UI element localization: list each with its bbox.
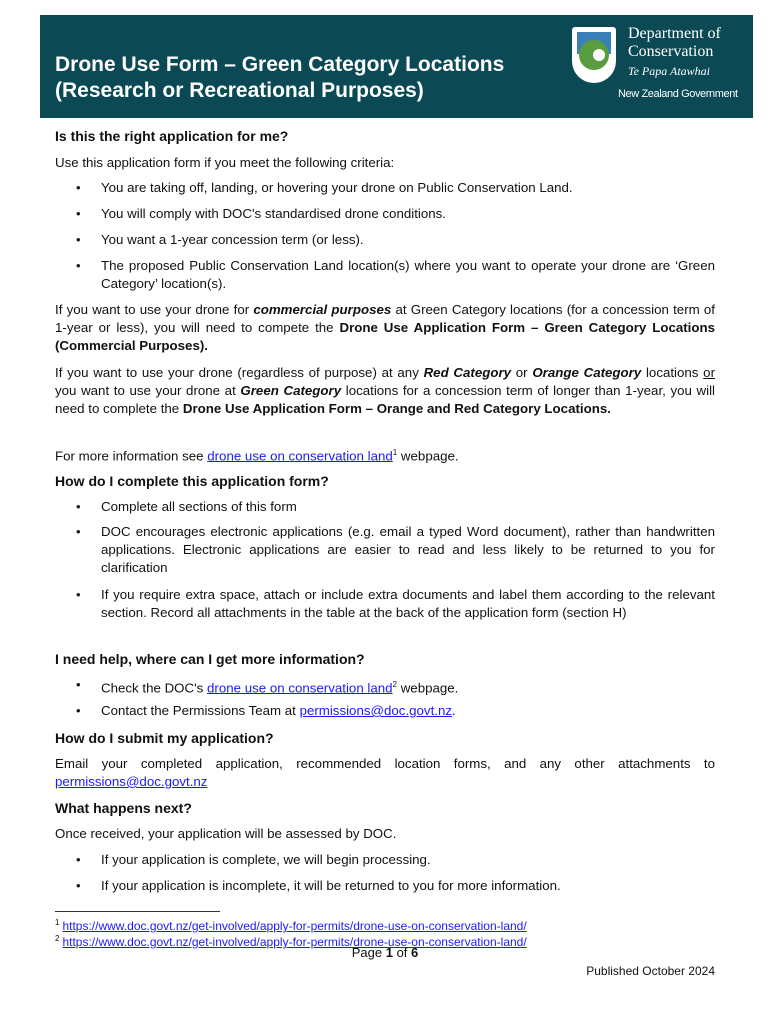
paragraph: Once received, your application will be assessed by DOC. <box>55 826 397 841</box>
section-heading: How do I complete this application form? <box>55 473 329 489</box>
bullet-icon: • <box>76 587 81 602</box>
list-item: Check the DOC's drone use on conservation land$^2$ webpage. <box>101 680 459 696</box>
bullet-icon: • <box>76 703 81 718</box>
page-number: Page 1 of 6 <box>351 945 419 960</box>
footnote-link[interactable]: https://www.doc.govt.nz/get-involved/apply-for-permits/drone-use-on-conservation-land/ <box>62 919 527 933</box>
shield-icon <box>572 27 616 83</box>
section-heading: I need help, where can I get more information? <box>55 651 365 667</box>
bullet-icon: • <box>76 258 81 273</box>
footnote: $^1$ https://www.doc.govt.nz/get-involved/apply-for-permits/drone-use-on-conservation-land/ <box>55 918 527 933</box>
list-item: You want a 1-year concession term (or less). <box>101 232 364 247</box>
paragraph: For more information see drone use on conservation land$^1$ webpage. <box>55 448 459 464</box>
footnote-link[interactable]: https://www.doc.govt.nz/get-involved/apply-for-permits/drone-use-on-conservation-land/ <box>62 935 527 949</box>
bullet-icon: • <box>76 878 81 893</box>
paragraph: If you want to use your drone (regardless of purpose) at any Red Category or Orange Category locations or you want to use your drone at Green Category locations for a concession term of longer than 1-year, you will need to complete the Drone Use Application Form – Orange and Red Category Locations. <box>55 365 715 416</box>
section-heading: How do I submit my application? <box>55 730 274 746</box>
list-item: Complete all sections of this form <box>101 499 297 514</box>
bullet-icon: • <box>76 180 81 195</box>
list-item: DOC encourages electronic applications (e.g. email a typed Word document), rather than handwritten applications. Electronic applications are easier to read and less likely to be returned to you for clarification <box>101 524 715 575</box>
email-link[interactable]: permissions@doc.govt.nz <box>299 703 453 718</box>
bullet-icon: • <box>76 206 81 221</box>
doc-logo: Department of Conservation Te Papa Atawhai New Zealand Government <box>572 25 747 115</box>
list-item: The proposed Public Conservation Land location(s) where you want to operate your drone are ‘Green Category’ location(s). <box>101 258 715 291</box>
list-item: You are taking off, landing, or hovering your drone on Public Conservation Land. <box>101 180 573 195</box>
list-item: If your application is incomplete, it will be returned to you for more information. <box>101 878 561 893</box>
page-title: Drone Use Form – Green Category Locations (Research or Recreational Purposes) <box>55 53 505 102</box>
paragraph: Use this application form if you meet the following criteria: <box>55 155 395 170</box>
paragraph: If you want to use your drone for commercial purposes at Green Category locations (for a concession term of 1-year or less), you will need to compete the Drone Use Application Form – Green Category Locations (Commercial Purposes). <box>55 302 715 353</box>
section-heading: What happens next? <box>55 800 192 816</box>
bullet-icon: • <box>76 232 81 247</box>
footnote-divider <box>55 911 220 912</box>
bullet-icon: • <box>76 677 81 692</box>
drone-use-link[interactable]: drone use on conservation land <box>207 448 393 464</box>
drone-use-link[interactable]: drone use on conservation land <box>207 680 393 696</box>
bullet-icon: • <box>76 499 81 514</box>
list-item: If you require extra space, attach or include extra documents and label them according to the relevant section. Record all attachments in the table at the back of the application form (section H) <box>101 587 715 620</box>
list-item: If your application is complete, we will begin processing. <box>101 852 431 867</box>
email-link[interactable]: permissions@doc.govt.nz <box>55 774 208 789</box>
bullet-icon: • <box>76 852 81 867</box>
list-item: You will comply with DOC's standardised drone conditions. <box>101 206 446 221</box>
published-date: Published October 2024 <box>586 964 715 978</box>
list-item: Contact the Permissions Team at permissions@doc.govt.nz. <box>101 703 456 718</box>
footnote: $^2$ https://www.doc.govt.nz/get-involved/apply-for-permits/drone-use-on-conservation-land/ <box>55 934 527 949</box>
header-banner <box>40 15 753 118</box>
bullet-icon: • <box>76 524 81 539</box>
paragraph: Email your completed application, recommended location forms, and any other attachments to permissions@doc.govt.nz <box>55 756 715 789</box>
section-heading: Is this the right application for me? <box>55 128 289 144</box>
